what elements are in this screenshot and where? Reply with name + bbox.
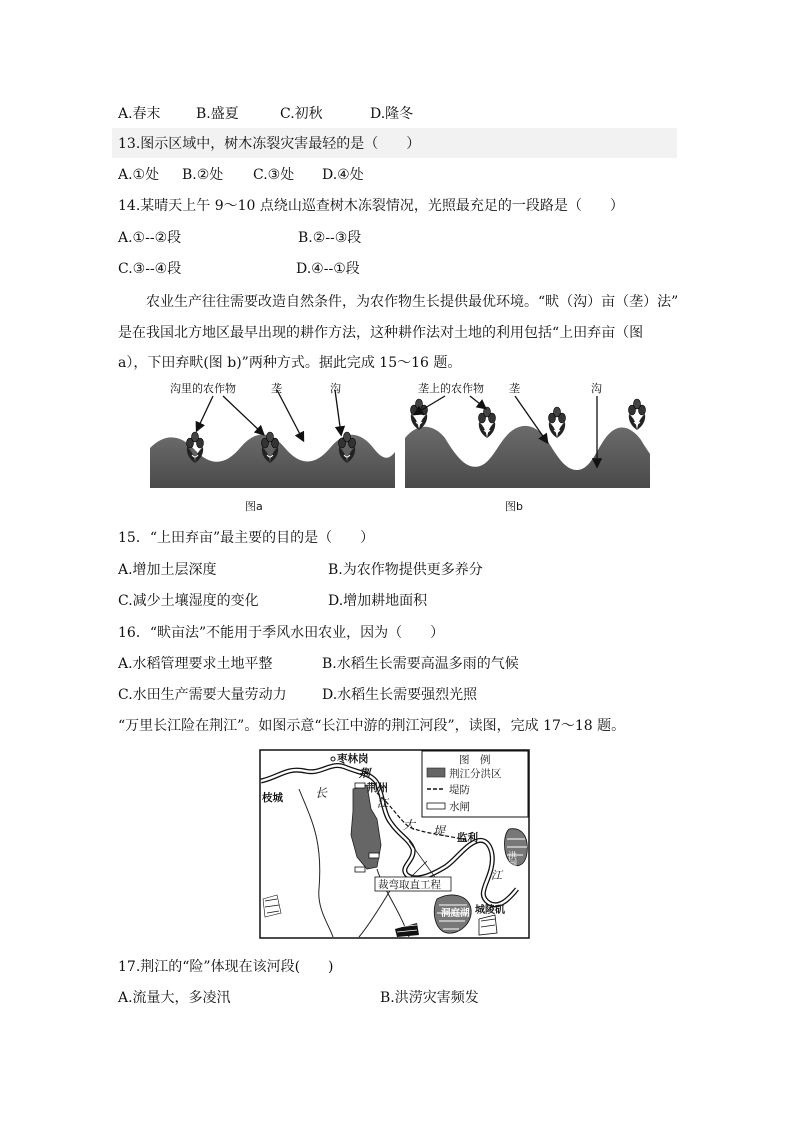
label-chang-char: 长	[315, 786, 328, 800]
label-jingzhou: 荆州	[367, 782, 388, 794]
q13-option-d: D.④处	[322, 167, 364, 183]
q15-option-d: D.增加耕地面积	[328, 593, 428, 609]
figure-b-caption: 图b	[505, 500, 523, 513]
sluice-1	[355, 783, 365, 788]
passage2: “万里长江险在荆江”。如图示意“长江中游的荆江河段”，读图，完成 17～18 题。	[118, 718, 626, 734]
figure-b-label-ditch: 沟	[591, 382, 602, 395]
q15-stem: 15．“上田弃亩”最主要的目的是（ ）	[118, 530, 375, 546]
q13-option-a: A.①处	[118, 167, 160, 183]
figure-b-ground	[405, 426, 650, 488]
q12-option-b: B.盛夏	[196, 106, 239, 122]
q14-option-c: C.③--④段	[118, 261, 182, 277]
q14-stem: 14.某晴天上午 9～10 点绕山巡查树木冻裂情况，光照最充足的一段路是（ ）	[118, 198, 624, 214]
passage1-line1: 农业生产往往需要改造自然条件，为农作物生长提供最优环境。“畎（沟）亩（垄）法”	[146, 294, 679, 310]
q12-option-a: A.春末	[118, 106, 161, 122]
q15-option-a: A.增加土层深度	[118, 562, 217, 578]
q16-option-c: C.水田生产需要大量劳动力	[118, 687, 287, 703]
q15-option-b: B.为农作物提供更多养分	[328, 562, 483, 578]
q17-option-a: A.流量大，多凌汛	[118, 990, 231, 1006]
figure-b-crop-2	[479, 407, 496, 438]
figure-b-crop-1	[411, 399, 428, 430]
sluice-2	[369, 853, 379, 858]
sluice-3	[355, 867, 365, 872]
q12-option-c: C.初秋	[280, 106, 323, 122]
figure-a-caption: 图a	[245, 500, 263, 513]
q14-option-a: A.①--②段	[118, 230, 182, 246]
label-da-char: 大	[403, 818, 416, 832]
figure-a-label-ditch: 沟	[330, 382, 341, 395]
q17-option-b: B.洪涝灾害频发	[380, 990, 479, 1006]
q17-stem: 17.荆江的“险”体现在该河段( )	[118, 959, 334, 975]
q13-option-c: C.③处	[253, 167, 295, 183]
legend-title: 图 例	[459, 754, 491, 766]
figure-b-label-crop: 垄上的农作物	[418, 382, 484, 395]
q16-option-a: A.水稻管理要求土地平整	[118, 656, 273, 672]
q13-option-b: B.②处	[182, 167, 224, 183]
label-jiang-char-1: 江	[377, 797, 388, 810]
legend-flood-area: 荆江分洪区	[449, 768, 502, 780]
figure-b-label-ridge: 垄	[509, 382, 520, 395]
legend-levee: 堤防	[449, 784, 470, 796]
label-honghu: 洪湖	[506, 851, 516, 869]
q16-option-d: D.水稻生长需要强烈光照	[322, 687, 478, 703]
figure-a-label-ridge: 垄	[271, 382, 282, 395]
q13-stem: 13.图示区域中，树木冻裂灾害最轻的是（ ）	[118, 136, 421, 152]
label-dongting: 洞庭湖	[441, 908, 470, 919]
figure-b-crop-3	[549, 407, 566, 438]
q14-option-b: B.②--③段	[298, 230, 362, 246]
label-jing-char: 荆	[359, 767, 370, 780]
q15-option-c: C.减少土壤湿度的变化	[118, 593, 259, 609]
label-zaolin: 枣林岗	[337, 753, 369, 765]
legend-sluice: 水闸	[449, 801, 470, 813]
label-zhicheng: 枝城	[262, 792, 283, 804]
q16-option-b: B.水稻生长需要高温多雨的气候	[322, 656, 519, 672]
passage1-line2: 是在我国北方地区最早出现的耕作方法，这种耕作法对土地的利用包括“上田弃亩（图	[118, 325, 644, 341]
q14-option-d: D.④--①段	[296, 261, 360, 277]
jingjiang-map	[259, 749, 530, 939]
label-chenglingji: 城陵矶	[475, 905, 505, 916]
figure-b-crop-4	[629, 399, 646, 430]
passage1-line3: a），下田弃畎(图 b)”两种方式。据此完成 15～16 题。	[118, 355, 462, 371]
label-jiang-char-2: 江	[491, 869, 502, 882]
label-cutoff-project: 裁弯取直工程	[378, 879, 441, 891]
figure-a-label-crop: 沟里的农作物	[170, 382, 236, 395]
q12-option-d: D.隆冬	[370, 106, 414, 122]
ridge-ditch-figures	[145, 378, 655, 518]
label-jianli: 监利	[457, 832, 478, 844]
label-di-char: 堤	[433, 824, 446, 838]
q16-stem: 16．“畎亩法”不能用于季风水田农业，因为（ ）	[118, 625, 445, 641]
